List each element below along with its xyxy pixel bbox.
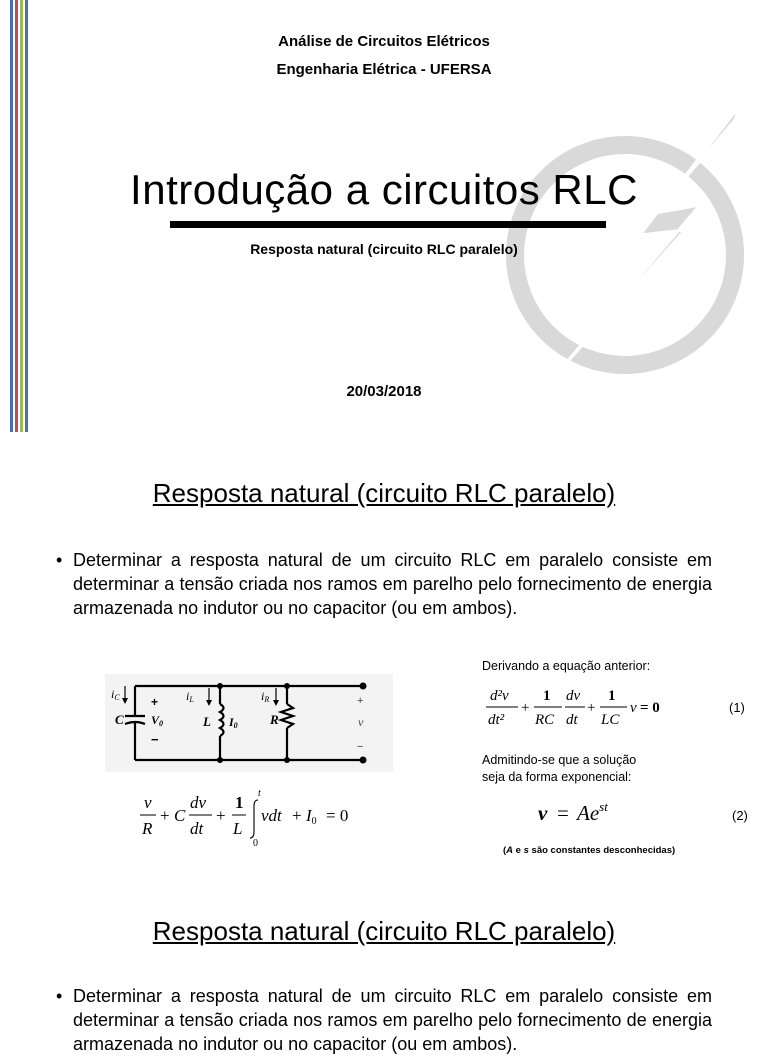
bullet-text: Determinar a resposta natural de um circuito RLC em paralelo consiste em determinar a tensão criada nos ramos em parelho pelo fornecimento de energia armazenada no indutor ou no capacitor (ou em ambos). [73,986,712,1054]
assume-label-line1: Admitindo-se que a solução [482,753,637,767]
minus-sign-output: − [357,741,364,753]
il-label: iL [186,689,194,704]
eq1-d2v: d²v [490,688,509,704]
voltage-v-label: v [358,715,364,729]
deriving-label: Derivando a equação anterior: [482,659,651,673]
eq1-dv: dv [566,688,581,704]
eq2-equals: = [557,801,569,825]
assume-label-line2: seja da forma exponencial: [482,770,632,784]
eq2-number: (2) [732,808,748,823]
content-slide [0,448,768,880]
eq-rhs: = 0 [326,806,349,825]
svg-text:+: + [587,700,596,716]
eq-term-dt: dt [190,819,204,838]
lightning-logo-icon [490,85,770,385]
rlc-parallel-circuit-diagram [105,674,393,772]
ic-label: iC [111,687,120,702]
eq1-rhs: = 0 [640,700,660,716]
slide-subtitle: Resposta natural (circuito RLC paralelo) [250,241,518,257]
eq-term-r: R [142,819,153,838]
minus-sign-capacitor: − [151,732,159,747]
content-slide-partial [0,896,768,1054]
plus-sign-output: + [357,695,364,707]
eq-integral-upper: t [258,788,261,799]
constants-note: (A e s são constantes desconhecidas) [503,845,676,856]
circuit-schematic [105,674,393,772]
eq1-rc: RC [535,712,555,728]
bullet-paragraph [56,548,712,620]
eq-term-dv: dv [190,793,207,812]
eq-term-i0: I0 [306,806,317,827]
capacitor-label: C [115,712,124,727]
eq-integral-lower: 0 [253,838,258,849]
inductor-label: L [203,714,211,729]
section-heading: Resposta natural (circuito RLC paralelo) [152,916,616,946]
bullet-paragraph [56,984,712,1056]
bullet-dot-icon: • [56,550,63,570]
eq-integrand: vdt [261,806,282,825]
course-department: Engenharia Elétrica - UFERSA [276,61,492,78]
svg-text:+: + [521,700,530,716]
eq-plus: + [292,806,302,825]
section-heading: Resposta natural (circuito RLC paralelo) [152,478,616,508]
eq1-dt2: dt² [488,712,505,728]
eq1-one: 1 [608,688,616,704]
bullet-text: Determinar a resposta natural de um circuito RLC em paralelo consiste em determinar a tensão criada nos ramos em parelho pelo fornecimento de energia armazenada no indutor ou no capacitor (ou em ambos). [73,550,712,618]
course-name: Análise de Circuitos Elétricos [278,33,490,50]
ir-label: iR [261,689,270,704]
eq1-one: 1 [543,688,551,704]
plus-sign-capacitor: + [151,695,159,709]
eq-plus: + [216,806,226,825]
kcl-integral-equation [140,788,380,848]
equation-2 [535,796,760,832]
resistor-label: R [270,712,279,727]
eq2-lhs: v [538,801,548,825]
title-slide [0,0,768,432]
eq-one: 1 [235,793,244,812]
eq1-lc: LC [601,712,620,728]
eq1-v: v [630,700,637,716]
slide-gap [0,432,768,448]
eq2-rhs: $Ae^{st}$ [577,799,608,825]
eq-term-v: v [144,793,152,812]
equation-1 [486,678,756,740]
eq-plus: + [160,806,170,825]
slide-title: Introdução a circuitos RLC [130,166,638,213]
bullet-dot-icon: • [56,986,63,1006]
eq1-number: (1) [729,700,745,715]
eq-term-l: L [233,819,243,838]
slide-date: 20/03/2018 [346,383,422,400]
eq1-dt: dt [566,712,578,728]
slide-gap [0,880,768,896]
eq-term-c: C [174,806,186,825]
title-underline-bar [170,221,606,228]
v0-label: V0 [151,713,164,728]
i0-label: I0 [229,715,238,730]
